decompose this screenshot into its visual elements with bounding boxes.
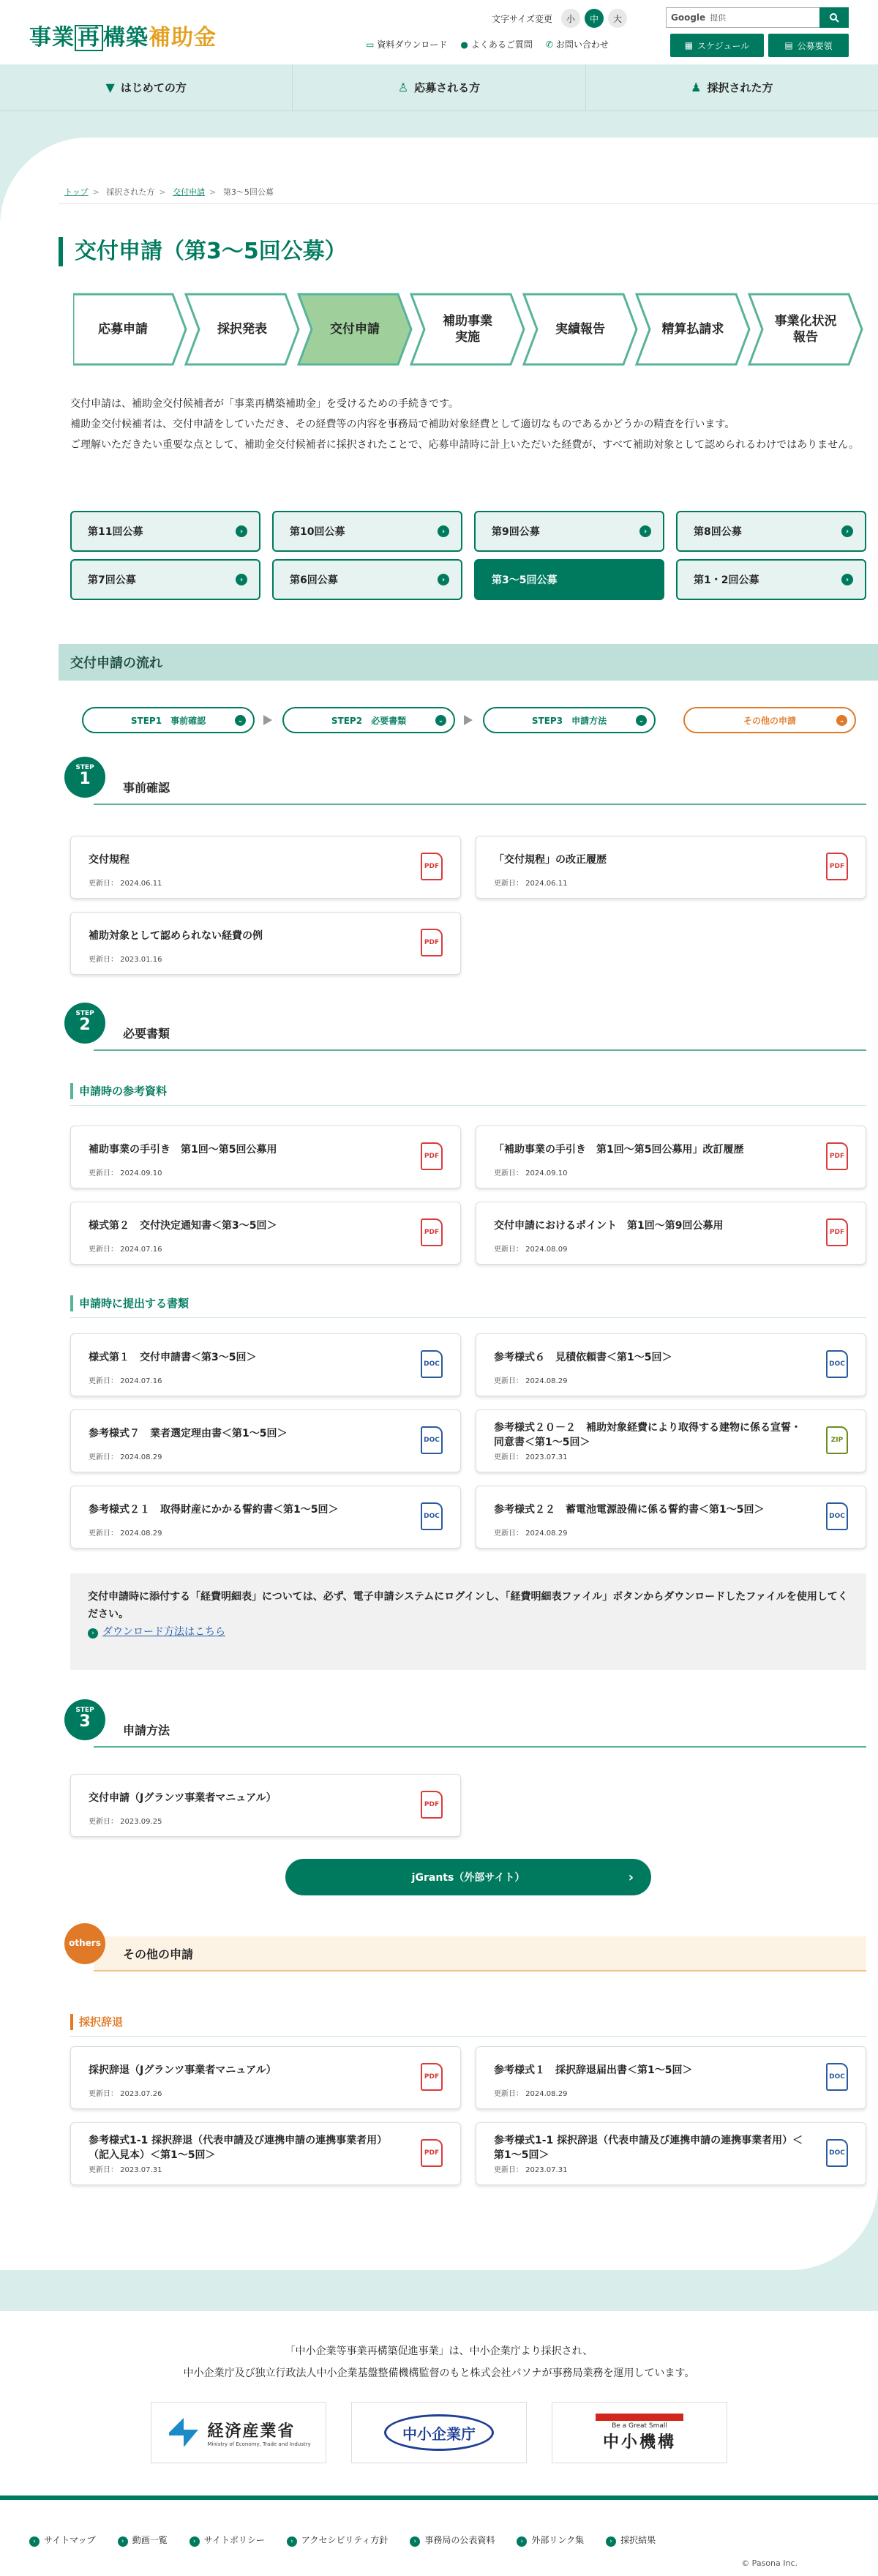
process-flow <box>73 293 863 366</box>
doc-card[interactable]: 様式第１ 交付申請書＜第3〜5回＞ 更新日： 2024.07.16 DOC <box>70 1333 461 1396</box>
chevron-down-icon: ⌄ <box>235 715 246 726</box>
expense-note <box>70 1573 866 1670</box>
round-8-button[interactable]: 第8回公募 › <box>676 511 866 552</box>
doc-card[interactable]: 交付申請におけるポイント 第1回〜第9回公募用 更新日： 2024.08.09 PDF <box>476 1202 866 1265</box>
doc-card[interactable]: 参考様式６ 見積依頼書＜第1〜5回＞ 更新日： 2024.08.29 DOC <box>476 1333 866 1396</box>
breadcrumb-divider <box>59 203 878 204</box>
chevron-down-icon: ⌄ <box>435 715 446 726</box>
arrow-right-icon: › <box>190 2536 200 2547</box>
step1-badge: STEP 1 <box>64 757 105 798</box>
person-icon: ♟ <box>691 80 702 94</box>
divider <box>70 1317 866 1318</box>
round-11-button[interactable]: 第11回公募 › <box>70 511 260 552</box>
phone-icon: ✆ <box>545 40 553 50</box>
intro-text <box>70 394 860 455</box>
step3-heading <box>64 1699 866 1748</box>
step1-title: 事前確認 <box>94 770 866 805</box>
nav-adopted-label: 採択された方 <box>707 81 773 94</box>
pdf-icon: PDF <box>421 2139 443 2167</box>
step-nav <box>82 707 858 733</box>
logo-text-2: 構築 <box>103 25 149 50</box>
main-content <box>0 138 878 2270</box>
folder-icon: ▭ <box>366 40 375 50</box>
font-size-label: 文字サイズ変更 <box>492 13 553 24</box>
word-doc-icon: DOC <box>826 2063 848 2091</box>
nav-applicants[interactable] <box>293 64 585 111</box>
footer-nav <box>0 2500 878 2576</box>
nav-first-time-label: はじめての方 <box>120 81 187 94</box>
nav-adopted[interactable] <box>586 64 878 111</box>
smrj-logo[interactable] <box>552 2402 727 2463</box>
chevron-down-icon: ⌄ <box>836 715 847 726</box>
others-title: その他の申請 <box>94 1936 866 1972</box>
step2-pill[interactable]: STEP2 必要書類 ⌄ <box>282 707 455 733</box>
doc-card[interactable]: 参考様式２１ 取得財産にかかる誓約書＜第1〜5回＞ 更新日： 2024.08.29 DOC <box>70 1486 461 1549</box>
meti-emblem-icon <box>166 2415 201 2450</box>
download-label: 資料ダウンロード <box>377 40 448 50</box>
intro-line-2: 補助金交付候補者は、交付申請をしていただき、その経費等の内容を事務局で補助対象経費として適切なものであるかどうかの精査を行います。 <box>70 419 735 430</box>
sme-agency-logo[interactable] <box>351 2402 527 2463</box>
pdf-icon: PDF <box>826 1218 848 1246</box>
step1-pill[interactable]: STEP1 事前確認 ⌄ <box>82 707 255 733</box>
public-docs-label: 公募要領 <box>797 40 833 51</box>
step2-badge: STEP 2 <box>64 1003 105 1044</box>
round-9-button[interactable]: 第9回公募 › <box>474 511 664 552</box>
step3-title: 申請方法 <box>94 1712 866 1748</box>
doc-card[interactable]: 交付規程 更新日： 2024.06.11 PDF <box>70 836 461 899</box>
breadcrumb-current: 第3〜5回公募 <box>222 187 274 197</box>
word-doc-icon: DOC <box>826 1502 848 1530</box>
jgrants-button[interactable]: jGrants（外部サイト） › <box>285 1859 651 1895</box>
arrow-right-icon: › <box>841 574 853 585</box>
contact-link[interactable] <box>546 38 609 50</box>
others-heading <box>64 1923 866 1972</box>
arrow-right-icon: › <box>236 574 247 585</box>
doc-card[interactable]: 参考様式２２ 蓄電池電源設備に係る誓約書＜第1〜5回＞ 更新日： 2024.08.29 DOC <box>476 1486 866 1549</box>
pdf-icon: PDF <box>421 2063 443 2091</box>
public-docs-button[interactable] <box>768 34 849 57</box>
doc-card[interactable]: 様式第２ 交付決定通知書＜第3〜5回＞ 更新日： 2024.07.16 PDF <box>70 1202 461 1265</box>
pdf-icon: PDF <box>826 853 848 880</box>
footer-link-external[interactable]: › 外部リンク集 <box>517 2534 584 2547</box>
footer-line-2: 中小企業庁及び独立行政法人中小企業基盤整備機構監督のもと株式会社パソナが事務局業務を運用しています。 <box>183 2367 695 2379</box>
font-size-large-button[interactable]: 大 <box>608 9 627 28</box>
document-icon: ▤ <box>784 40 793 50</box>
footer-link-site-policy[interactable]: › サイトポリシー <box>190 2534 265 2547</box>
search-button[interactable] <box>819 7 849 28</box>
breadcrumb-top[interactable]: トップ <box>64 187 89 197</box>
global-nav <box>0 64 878 111</box>
process-step-label: 精算払請求 <box>661 322 724 337</box>
step1-heading <box>64 757 866 805</box>
step3-badge: STEP 3 <box>64 1699 105 1740</box>
logo-text-box: 再 <box>75 25 103 51</box>
font-size-switcher <box>492 9 627 28</box>
arrow-right-icon: › <box>438 574 449 585</box>
arrow-right-icon <box>263 715 272 725</box>
word-doc-icon: DOC <box>421 1502 443 1530</box>
withdrawal-heading: 採択辞退 <box>70 2014 123 2030</box>
step2-title: 必要書類 <box>94 1016 866 1051</box>
round-7-button[interactable]: 第7回公募 › <box>70 559 260 600</box>
arrow-right-icon <box>464 715 473 725</box>
copyright: © Pasona Inc. <box>741 2558 798 2568</box>
search-placeholder: 提供 <box>710 13 727 23</box>
arrow-right-icon: › <box>438 525 449 537</box>
doc-card[interactable]: 「補助事業の手引き 第1回〜第5回公募用」改訂履歴 更新日： 2024.09.10 PDF <box>476 1126 866 1188</box>
doc-card[interactable]: 補助対象として認められない経費の例 更新日： 2023.01.16 PDF <box>70 912 461 975</box>
site-logo[interactable] <box>29 19 217 51</box>
pdf-icon: PDF <box>421 853 443 880</box>
pdf-icon: PDF <box>826 1142 848 1170</box>
doc-card[interactable]: 採択辞退（Jグランツ事業者マニュアル） 更新日： 2023.07.26 PDF <box>70 2046 461 2109</box>
font-size-small-button[interactable]: 小 <box>561 9 580 28</box>
nav-first-time[interactable] <box>0 64 293 111</box>
step2-heading <box>64 1003 866 1051</box>
doc-card[interactable]: 参考様式７ 業者選定理由書＜第1〜5回＞ 更新日： 2024.08.29 DOC <box>70 1409 461 1472</box>
breadcrumb: トップ > 採択された方 > 交付申請 > 第3〜5回公募 <box>64 187 274 197</box>
arrow-right-icon: › <box>118 2536 128 2547</box>
others-badge: others <box>64 1923 105 1964</box>
footer-link-videos[interactable]: › 動画一覧 <box>118 2534 168 2547</box>
beginner-icon: ▼ <box>105 80 115 94</box>
word-doc-icon: DOC <box>421 1350 443 1378</box>
schedule-label: スケジュール <box>697 40 750 51</box>
step3-pill[interactable]: STEP3 申請方法 ⌄ <box>483 707 656 733</box>
expense-note-text: 交付申請時に添付する「経費明細表」については、必ず、電子申請システムにログインし、「経費明細表ファイル」ボタンからダウンロードしたファイルを使用してください。 <box>88 1591 848 1620</box>
logo-text-3: 補助金 <box>149 25 217 50</box>
smrj-logo-text: 中小機構 <box>602 2433 676 2452</box>
arrow-right-icon: › <box>29 2536 40 2547</box>
arrow-right-icon: › <box>639 525 651 537</box>
arrow-right-icon: › <box>88 1628 98 1639</box>
word-doc-icon: DOC <box>826 2139 848 2167</box>
round-1-2-button[interactable]: 第1・2回公募 › <box>676 559 866 600</box>
doc-card[interactable]: 「交付規程」の改正履歴 更新日： 2024.06.11 PDF <box>476 836 866 899</box>
pdf-icon: PDF <box>421 1791 443 1819</box>
download-link[interactable] <box>366 38 447 50</box>
arrow-right-icon: › <box>410 2536 420 2547</box>
pdf-icon: PDF <box>421 929 443 956</box>
breadcrumb-adopted[interactable]: 採択された方 <box>106 187 155 197</box>
doc-card[interactable]: 参考様式１ 採択辞退届出書＜第1〜5回＞ 更新日： 2024.08.29 DOC <box>476 2046 866 2109</box>
search-icon <box>829 12 839 23</box>
footer-link-results[interactable]: › 採択結果 <box>606 2534 656 2547</box>
search-input[interactable] <box>666 7 819 28</box>
word-doc-icon: DOC <box>421 1426 443 1454</box>
breadcrumb-grant[interactable]: 交付申請 <box>173 187 206 197</box>
process-step-label: 応募申請 <box>98 322 148 337</box>
intro-line-1: 交付申請は、補助金交付候補者が「事業再構築補助金」を受けるための手続きです。 <box>70 398 459 410</box>
reference-docs-heading: 申請時の参考資料 <box>70 1083 167 1099</box>
submission-docs-heading: 申請時に提出する書類 <box>70 1295 189 1311</box>
arrow-right-icon: › <box>287 2536 297 2547</box>
process-step-label: 採択発表 <box>217 322 267 337</box>
arrow-right-icon: › <box>236 525 247 537</box>
calendar-icon: ▦ <box>684 40 694 50</box>
other-applications-pill[interactable]: その他の申請 ⌄ <box>683 707 856 733</box>
faq-link[interactable] <box>460 38 533 50</box>
round-3-5-button[interactable]: 第3〜5回公募 <box>474 559 664 600</box>
download-howto-link[interactable]: › ダウンロード方法はこちら <box>88 1623 849 1641</box>
doc-card[interactable]: 参考様式２０－２ 補助対象経費により取得する建物に係る宣誓・同意書＜第1〜5回＞ 更新日： 2023.07.31 ZIP <box>476 1409 866 1472</box>
arrow-right-icon: › <box>517 2536 527 2547</box>
contact-label: お問い合わせ <box>555 40 609 50</box>
nav-applicants-label: 応募される方 <box>414 81 481 94</box>
faq-label: よくあるご質問 <box>470 40 533 50</box>
round-6-button[interactable]: 第6回公募 › <box>272 559 462 600</box>
divider <box>70 2036 866 2037</box>
utility-links <box>366 38 609 50</box>
divider <box>70 1105 866 1106</box>
footer-link-sitemap[interactable]: › サイトマップ <box>29 2534 96 2547</box>
site-search <box>666 7 849 28</box>
font-size-medium-button[interactable]: 中 <box>585 9 604 28</box>
pdf-icon: PDF <box>421 1142 443 1170</box>
footer-operator-text <box>0 2340 878 2384</box>
doc-card[interactable]: 参考様式1-1 採択辞退（代表申請及び連携申請の連携事業者用）（記入見本）＜第1〜5回＞ 更新日： 2023.07.31 PDF <box>70 2122 461 2185</box>
flow-section-heading: 交付申請の流れ <box>59 644 878 681</box>
meti-logo-name: 経済産業省 <box>207 2422 296 2441</box>
doc-card[interactable]: 補助事業の手引き 第1回〜第5回公募用 更新日： 2024.09.10 PDF <box>70 1126 461 1188</box>
arrow-right-icon: › <box>606 2536 616 2547</box>
process-step-label: 交付申請 <box>330 322 380 337</box>
zip-file-icon: ZIP <box>826 1426 848 1454</box>
meti-logo[interactable] <box>151 2402 326 2463</box>
footer-link-public-docs[interactable]: › 事務局の公表資料 <box>410 2534 495 2547</box>
intro-line-3: ご理解いただきたい重要な点として、補助金交付候補者に採択されたことで、応募申請時に計上いただいた経費が、すべて補助対象として認められるわけではありません。 <box>70 439 859 451</box>
schedule-button[interactable] <box>670 34 764 57</box>
person-outline-icon: ♙ <box>397 80 409 94</box>
sme-agency-logo-text: 中小企業庁 <box>402 2425 476 2443</box>
round-10-button[interactable]: 第10回公募 › <box>272 511 462 552</box>
doc-card[interactable]: 交付申請（Jグランツ事業者マニュアル） 更新日： 2023.09.25 PDF <box>70 1774 461 1837</box>
doc-card[interactable]: 参考様式1-1 採択辞退（代表申請及び連携申請の連携事業者用）＜第1〜5回＞ 更新日： 2023.07.31 DOC <box>476 2122 866 2185</box>
question-icon: ● <box>460 40 468 50</box>
pdf-icon: PDF <box>421 1218 443 1246</box>
site-header <box>0 0 878 64</box>
chevron-down-icon: ⌄ <box>636 715 647 726</box>
chevron-right-icon: › <box>628 1869 634 1885</box>
process-step-label: 実績報告 <box>555 322 605 337</box>
meti-logo-subtitle: Ministry of Economy, Trade and Industry <box>207 2441 311 2447</box>
page-title: 交付申請（第3〜5回公募） <box>59 237 347 266</box>
word-doc-icon: DOC <box>826 1350 848 1378</box>
process-step-label: 補助事業 実施 <box>443 314 492 345</box>
footer-link-accessibility[interactable]: › アクセシビリティ方針 <box>287 2534 388 2547</box>
arrow-right-icon: › <box>841 525 853 537</box>
search-brand: Google <box>671 12 706 23</box>
footer-line-1: 「中小企業等事業再構築促進事業」は、中小企業庁より採択され、 <box>285 2345 593 2357</box>
smrj-tagline: Be a Great Small <box>612 2422 667 2430</box>
process-step-label: 事業化状況 報告 <box>774 314 837 345</box>
logo-text-1: 事業 <box>29 25 75 50</box>
